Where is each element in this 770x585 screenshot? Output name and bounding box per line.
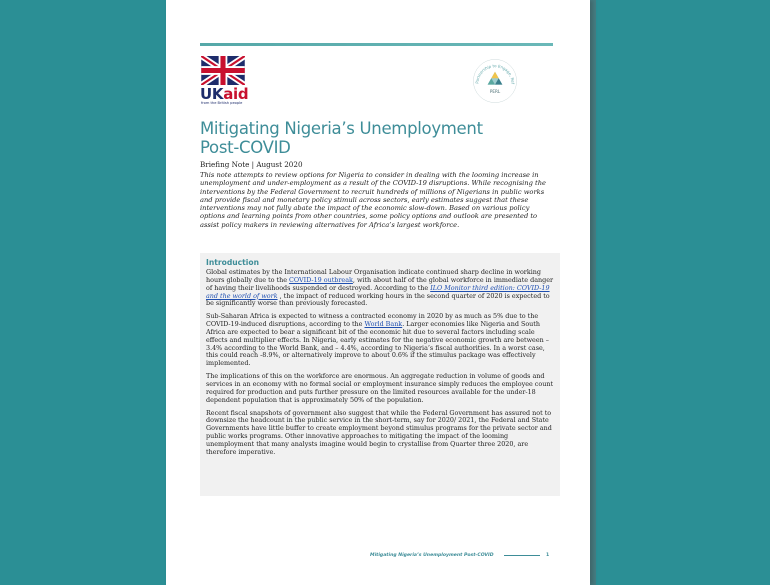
document-abstract: This note attempts to review options for Nigeria to consider in dealing with the looming increase in unemployment and under-employment as a result of the COVID-19 disruptions. While recognising the interventions by the Federal Government to recruit hundreds of millions of Nigerians in public works and provide fiscal and monetary policy stimuli across sectors, early estimates suggest that these interventions may not fully abate the impact of the economic slow-down. Based on various policy options and learning points from other countries, some policy options and outlook are presented to assist policy makers in reviewing alternatives for Africa’s largest workforce. xyxy=(200,171,546,229)
p2-text-a: Sub-Saharan Africa is expected to witness a contracted economy in 2020 by as much as 5% due to the COVID-19-induced disruptions, according to the xyxy=(206,312,539,329)
perl-ring-text: Partnership to Engage, Ref xyxy=(474,63,516,85)
footer-rule xyxy=(504,555,540,556)
ukaid-suffix: aid xyxy=(223,85,249,103)
ukaid-prefix: UK xyxy=(200,85,224,103)
introduction-section xyxy=(200,253,560,496)
covid-outbreak-link[interactable]: COVID-19 outbreak xyxy=(289,275,353,284)
p1-text-b: , with about half of the global workforce in immediate danger of having their livelihoods suspended or destroyed. According to the xyxy=(206,275,554,292)
p2-text-b: . Larger economies like Nigeria and South Africa are expected to bear a significant bit of the economic hit due to several factors including scale effects and multiplier effects. In Nigeria, early estimates for the negative economic growth are between – 3.4% according to the World Bank, and – 4.4%, according to Nigeria’s fiscal authorities. In a worst case, this could reach -8.9%, or alternatively improve to about 0.6% if the stimulus package was effectively implemented. xyxy=(206,320,549,368)
p1-text-a: Global estimates by the International Labour Organisation indicate continued sharp decline in working hours globally due to the xyxy=(206,268,541,284)
world-bank-link[interactable]: World Bank xyxy=(364,320,403,329)
introduction-paragraph-4: Recent fiscal snapshots of government also suggest that while the Federal Government has assured not to downsize the headcount in the public service in the short-term, say for 2020/ 2021, the Federal and State Governments have little buffer to create employment beyond stimulus programs for the private sector and public works programs. Other innovative approaches to mitigating the impact of the looming unemployment that many analysts imagine would begin to crystallise from Quarter three 2020, are therefore imperative. xyxy=(206,408,552,456)
introduction-heading: Introduction xyxy=(206,258,260,267)
footer-running-title: Mitigating Nigeria’s Unemployment Post-COVID xyxy=(370,553,494,558)
document-subtitle: Briefing Note | August 2020 xyxy=(200,160,303,169)
introduction-paragraph-2 xyxy=(206,313,554,368)
p1-text-c: , the impact of reduced working hours in the second quarter of 2020 is expected to be significantly worse than previously forecasted. xyxy=(206,291,550,308)
page-number: 1 xyxy=(546,553,550,558)
perl-logo-icon xyxy=(472,58,518,104)
document-page xyxy=(166,0,590,585)
introduction-paragraph-1 xyxy=(206,269,554,308)
ukaid-logo xyxy=(200,86,248,102)
ilo-monitor-link[interactable]: ILO Monitor third edition: COVID-19 and the world of work xyxy=(206,283,550,300)
page-footer xyxy=(200,551,556,561)
ukaid-tagline: from the British people xyxy=(201,101,243,105)
page-shadow-edge xyxy=(590,0,596,585)
top-rule xyxy=(200,43,553,46)
introduction-paragraph-3: The implications of this on the workforce are enormous. An aggregate reduction in volume of goods and services in an economy with no formal social or employment insurance simply reduces the employee count required for production and puts further pressure on the limited resources available for the under-18 dependent population that is approximately 50% of the population. xyxy=(206,372,554,404)
perl-name: PERL xyxy=(489,88,501,94)
union-jack-flag-icon xyxy=(201,56,245,85)
document-title: Mitigating Nigeria’s Unemployment Post-COVID xyxy=(200,119,483,157)
